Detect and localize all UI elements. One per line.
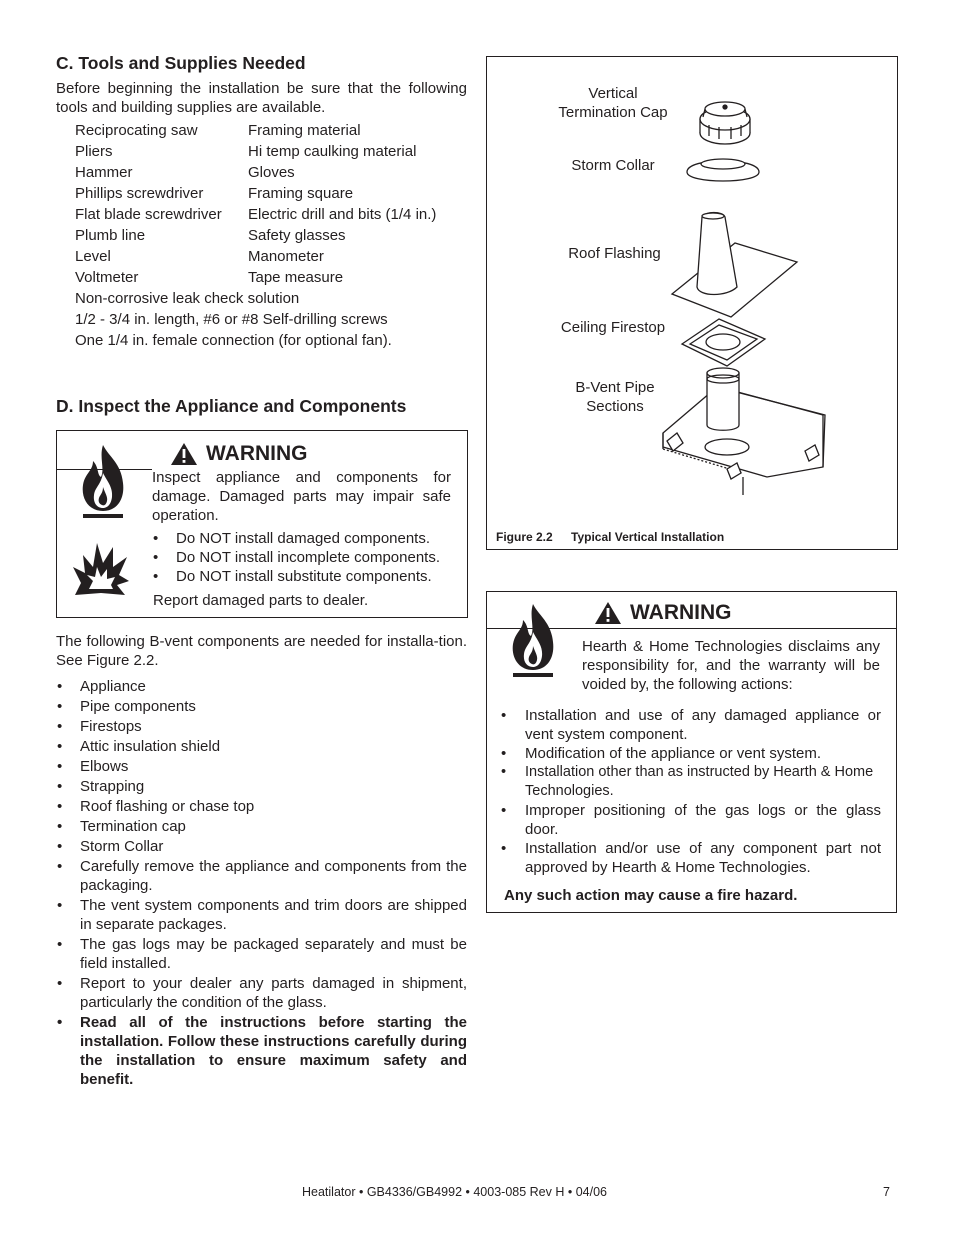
list-item: • Do NOT install damaged components.: [152, 529, 462, 548]
section-d-heading: D. Inspect the Appliance and Components: [56, 396, 407, 416]
supply-item-full: One 1/4 in. female connection (for optional fan).: [75, 332, 392, 349]
warning-header: [594, 601, 732, 625]
warning-intro: Inspect appliance and components for damage. Damaged parts may impair safe operation.: [152, 469, 451, 524]
tool-item: Phillips screwdriver: [75, 185, 204, 202]
supply-item: Gloves: [248, 164, 295, 181]
list-item: • Do NOT install incomplete components.: [152, 548, 462, 567]
list-item: • Improper positioning of the gas logs or the glass door.: [500, 801, 881, 839]
termination-cap-drawing: [700, 102, 750, 144]
supply-item: Framing square: [248, 185, 354, 202]
list-item: • The vent system components and trim doors are shipped in separate packages.: [56, 896, 467, 934]
tool-row: [75, 183, 392, 204]
fire-hazard-icon: [75, 443, 131, 523]
supply-item: Safety glasses: [248, 227, 346, 244]
list-item: • Do NOT install substitute components.: [152, 567, 462, 586]
tool-item: Reciprocating saw: [75, 122, 198, 139]
tool-row: [75, 162, 392, 183]
tool-row: [75, 225, 392, 246]
label-ceiling-firestop: Ceiling Firestop: [560, 319, 666, 336]
list-item: • Installation and use of any damaged appliance or vent system component.: [500, 706, 881, 744]
warning-footer: Any such action may cause a fire hazard.: [504, 887, 798, 904]
list-item: • Termination cap: [56, 817, 467, 836]
figure-caption: Typical Vertical Installation: [571, 530, 725, 544]
section-c-intro: Before beginning the installation be sure that the following tools and building supplies are available.: [56, 80, 467, 116]
supply-item: Framing material: [248, 122, 361, 139]
roof-flashing-drawing: [672, 213, 797, 318]
label-storm-collar: Storm Collar: [571, 157, 655, 174]
list-item: • Appliance: [56, 677, 467, 696]
fire-hazard-icon: [505, 602, 561, 682]
attic-frame-drawing: [663, 368, 825, 495]
tool-row: [75, 267, 392, 288]
list-item: • Modification of the appliance or vent system.: [500, 744, 881, 763]
tool-item: Hammer: [75, 164, 133, 181]
label-roof-flashing: Roof Flashing: [568, 245, 661, 262]
supply-item: Hi temp caulking material: [248, 143, 417, 160]
list-item: • Pipe components: [56, 697, 467, 716]
warning-title: WARNING: [206, 442, 308, 465]
tool-item: Plumb line: [75, 227, 146, 244]
label-termination-cap: Vertical Termination Cap: [558, 85, 668, 121]
tools-list: [75, 120, 437, 351]
list-item: • Carefully remove the appliance and components from the packaging.: [56, 857, 467, 895]
tool-row: [75, 246, 392, 267]
figure-number: Figure 2.2: [496, 530, 553, 544]
list-item: • Installation other than as instructed by Hearth & Home Technologies.: [500, 763, 881, 801]
figure-2-2: [486, 56, 898, 550]
warning-header: [170, 442, 308, 466]
tool-item: Voltmeter: [75, 269, 139, 286]
list-item: • Installation and/or use of any component part not approved by Hearth & Home Technologies.: [500, 839, 881, 877]
warning-triangle-icon: [594, 601, 622, 625]
ceiling-firestop-drawing: [682, 319, 765, 366]
warning-footer: Report damaged parts to dealer.: [153, 592, 369, 609]
supply-item-full: 1/2 - 3/4 in. length, #6 or #8 Self-drilling screws: [75, 311, 388, 328]
warning-intro: Hearth & Home Technologies disclaims any responsibility for, and the warranty will be voided by, the following actions:: [582, 638, 880, 693]
section-c-heading: C. Tools and Supplies Needed: [56, 53, 306, 73]
list-item: • Firestops: [56, 717, 467, 736]
page-number: 7: [883, 1185, 890, 1199]
explosion-hazard-icon: [71, 537, 131, 597]
label-bvent-pipe: B-Vent Pipe Sections: [575, 379, 655, 415]
page-footer: Heatilator • GB4336/GB4992 • 4003-085 Rev H • 04/06: [302, 1185, 607, 1199]
tool-item: Level: [75, 248, 111, 265]
tool-row: [75, 204, 437, 225]
tool-row: [75, 120, 392, 141]
list-item: • Storm Collar: [56, 837, 467, 856]
warning-title: WARNING: [630, 601, 732, 624]
list-item: • Strapping: [56, 777, 467, 796]
tool-row: [75, 141, 417, 162]
supply-item: Tape measure: [248, 269, 344, 286]
warning-list: [152, 529, 462, 586]
list-item: • Report to your dealer any parts damaged in shipment, particularly the condition of the glass.: [56, 974, 467, 1012]
components-list: [56, 677, 467, 1089]
tool-item: Pliers: [75, 143, 113, 160]
vertical-installation-diagram: [487, 57, 897, 549]
list-item: • Elbows: [56, 757, 467, 776]
warning-triangle-icon: [170, 442, 198, 466]
tool-item: Flat blade screwdriver: [75, 206, 222, 223]
supply-item-full: Non-corrosive leak check solution: [75, 290, 300, 307]
supply-item: Manometer: [248, 248, 324, 265]
storm-collar-drawing: [687, 159, 759, 181]
components-intro: The following B-vent components are needed for installa-tion. See Figure 2.2.: [56, 633, 467, 669]
warning-box-inspect: [56, 430, 468, 618]
list-item: • The gas logs may be packaged separately and must be field installed.: [56, 935, 467, 973]
list-item: • Roof flashing or chase top: [56, 797, 467, 816]
list-item: • Attic insulation shield: [56, 737, 467, 756]
warning-box-disclaimer: [486, 591, 897, 913]
supply-item: Electric drill and bits (1/4 in.): [248, 206, 437, 223]
list-item-bold: • Read all of the instructions before starting the installation. Follow these instructions carefully during the installation to ensure maximum safety and benefit.: [56, 1013, 467, 1089]
warning-list: [500, 706, 881, 877]
